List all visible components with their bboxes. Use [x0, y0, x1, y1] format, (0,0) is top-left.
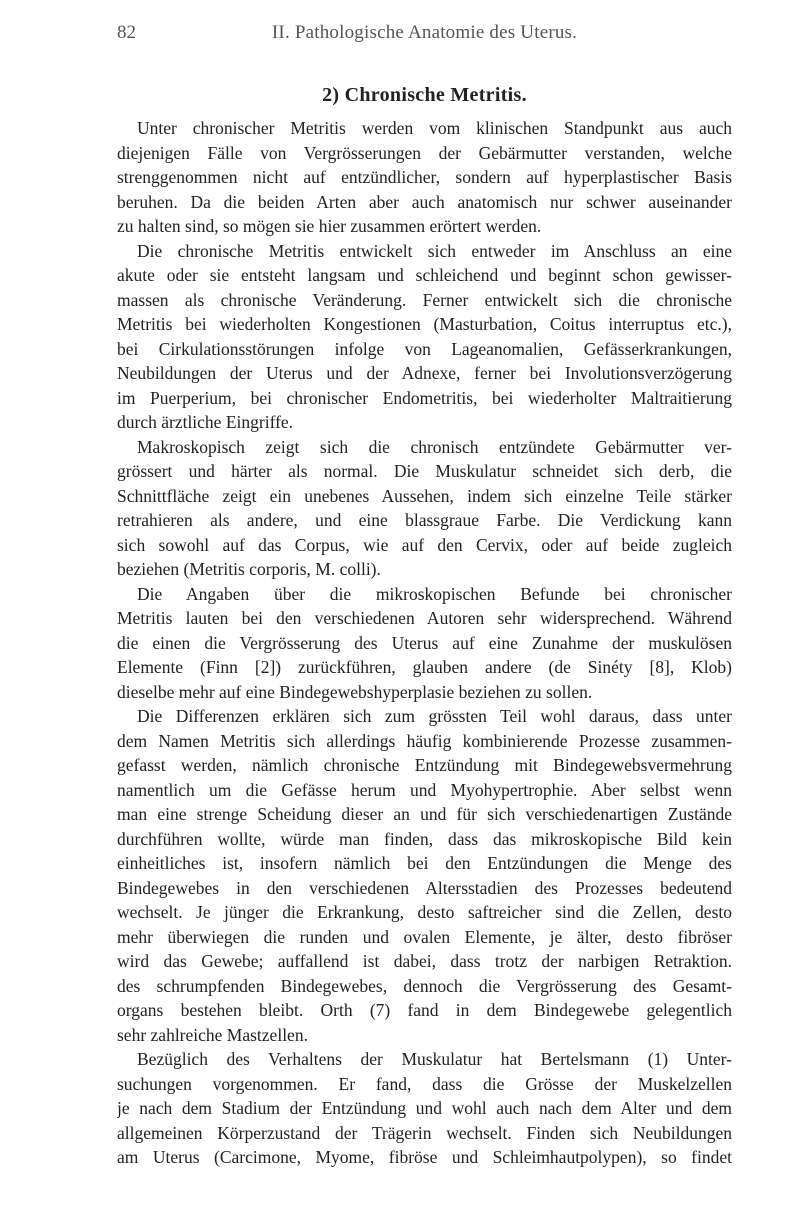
text-line: grössert und härter als normal. Die Muskulatur schneidet sich derb, die	[117, 461, 732, 481]
text-line: diejenigen Fälle von Vergrösserungen der Gebärmutter verstanden, welche	[117, 142, 732, 163]
text-line: man eine strenge Scheidung dieser an und für sich verschiedenartigen Zustände	[117, 804, 732, 824]
text-line: einheitliches ist, insofern nämlich bei den Entzündungen die Menge des	[117, 853, 732, 873]
paragraph	[117, 435, 732, 582]
text-line: durch ärztliche Eingriffe.	[117, 412, 294, 432]
text-line: je nach dem Stadium der Entzündung und wohl auch nach dem Alter und dem	[117, 1098, 732, 1118]
text-line: dieselbe mehr auf eine Bindegewebshyperplasie beziehen zu sollen.	[117, 681, 593, 702]
text-line: strenggenommen nicht auf entzündlicher, sondern auf hyperplastischer Basis	[117, 167, 732, 187]
text-line: Makroskopisch zeigt sich die chronisch entzündete Gebärmutter ver-	[137, 436, 732, 457]
text-line: beruhen. Da die beiden Arten aber auch anatomisch nur schwer auseinander	[117, 191, 732, 212]
page-header	[117, 22, 732, 48]
text-line: bei Cirkulationsstörungen infolge von Lageanomalien, Gefässerkrankungen,	[117, 338, 732, 359]
text-line: sehr zahlreiche Mastzellen.	[117, 1024, 308, 1045]
paragraph	[117, 116, 732, 239]
text-line: retrahieren als andere, und eine blassgraue Farbe. Die Verdickung kann	[117, 510, 732, 530]
text-line: allgemeinen Körperzustand der Trägerin wechselt. Finden sich Neubildungen	[117, 1122, 732, 1143]
section-title: 2) Chronische Metritis.	[322, 84, 527, 106]
running-head: II. Pathologische Anatomie des Uterus.	[271, 22, 578, 43]
text-line: Die chronische Metritis entwickelt sich entweder im Anschluss an eine	[137, 240, 732, 261]
text-line: namentlich um die Gefässe herum und Myohypertrophie. Aber selbst wenn	[117, 779, 732, 800]
text-line: Die Angaben über die mikroskopischen Befunde bei chronischer	[137, 583, 732, 604]
text-line: am Uterus (Carcimone, Myome, fibröse und Schleimhautpolypen), so findet	[117, 1147, 732, 1167]
text-line: organs bestehen bleibt. Orth (7) fand in dem Bindegewebe gelegentlich	[117, 1000, 732, 1020]
text-line: wechselt. Je jünger die Erkrankung, desto saftreicher sind die Zellen, desto	[117, 902, 732, 922]
text-line: Metritis lauten bei den verschiedenen Autoren sehr widersprechend. Während	[117, 608, 732, 628]
text-line: Elemente (Finn [2]) zurückführen, glauben andere (de Sinéty [8], Klob)	[117, 657, 732, 677]
text-line: die einen die Vergrösserung des Uterus auf eine Zunahme der muskulösen	[117, 632, 732, 653]
text-line: Neubildungen der Uterus und der Adnexe, ferner bei Involutionsverzögerung	[117, 363, 732, 383]
text-line: Bindegewebes in den verschiedenen Altersstadien des Prozesses bedeutend	[117, 877, 732, 898]
page-number: 82	[117, 22, 136, 43]
text-line: Die Differenzen erklären sich zum grössten Teil wohl daraus, dass unter	[137, 706, 732, 726]
text-line: wird das Gewebe; auffallend ist dabei, dass trotz der narbigen Retraktion.	[117, 951, 732, 971]
text-line: Metritis bei wiederholten Kongestionen (Masturbation, Coitus interruptus etc.),	[117, 314, 732, 334]
text-line: Bezüglich des Verhaltens der Muskulatur hat Bertelsmann (1) Unter-	[137, 1049, 732, 1069]
paragraph	[117, 239, 732, 435]
text-line: sich sowohl auf das Corpus, wie auf den Cervix, oder auf beide zugleich	[117, 534, 732, 555]
text-line: mehr überwiegen die runden und ovalen Elemente, je älter, desto fibröser	[117, 926, 732, 947]
text-line: suchungen vorgenommen. Er fand, dass die Grösse der Muskelzellen	[117, 1073, 732, 1094]
text-line: akute oder sie entsteht langsam und schleichend und beginnt schon gewisser-	[117, 265, 732, 285]
body-text	[117, 116, 732, 1170]
text-line: gefasst werden, nämlich chronische Entzündung mit Bindegewebsvermehrung	[117, 755, 732, 775]
paragraph	[117, 1047, 732, 1170]
text-line: Schnittfläche zeigt ein unebenes Aussehen, indem sich einzelne Teile stärker	[117, 485, 732, 506]
text-line: im Puerperium, bei chronischer Endometritis, bei wiederholter Maltraitierung	[117, 387, 732, 408]
text-line: beziehen (Metritis corporis, M. colli).	[117, 559, 381, 579]
text-line: des schrumpfenden Bindegewebes, dennoch die Vergrösserung des Gesamt-	[117, 975, 732, 996]
text-line: massen als chronische Veränderung. Ferner entwickelt sich die chronische	[117, 289, 732, 310]
text-line: Unter chronischer Metritis werden vom klinischen Standpunkt aus auch	[137, 118, 732, 138]
text-line: durchführen wollte, würde man finden, dass das mikroskopische Bild kein	[117, 828, 732, 849]
text-line: dem Namen Metritis sich allerdings häufig kombinierende Prozesse zusammen-	[117, 730, 732, 751]
text-line: zu halten sind, so mögen sie hier zusammen erörtert werden.	[117, 216, 542, 236]
paragraph	[117, 704, 732, 1047]
paragraph	[117, 582, 732, 705]
